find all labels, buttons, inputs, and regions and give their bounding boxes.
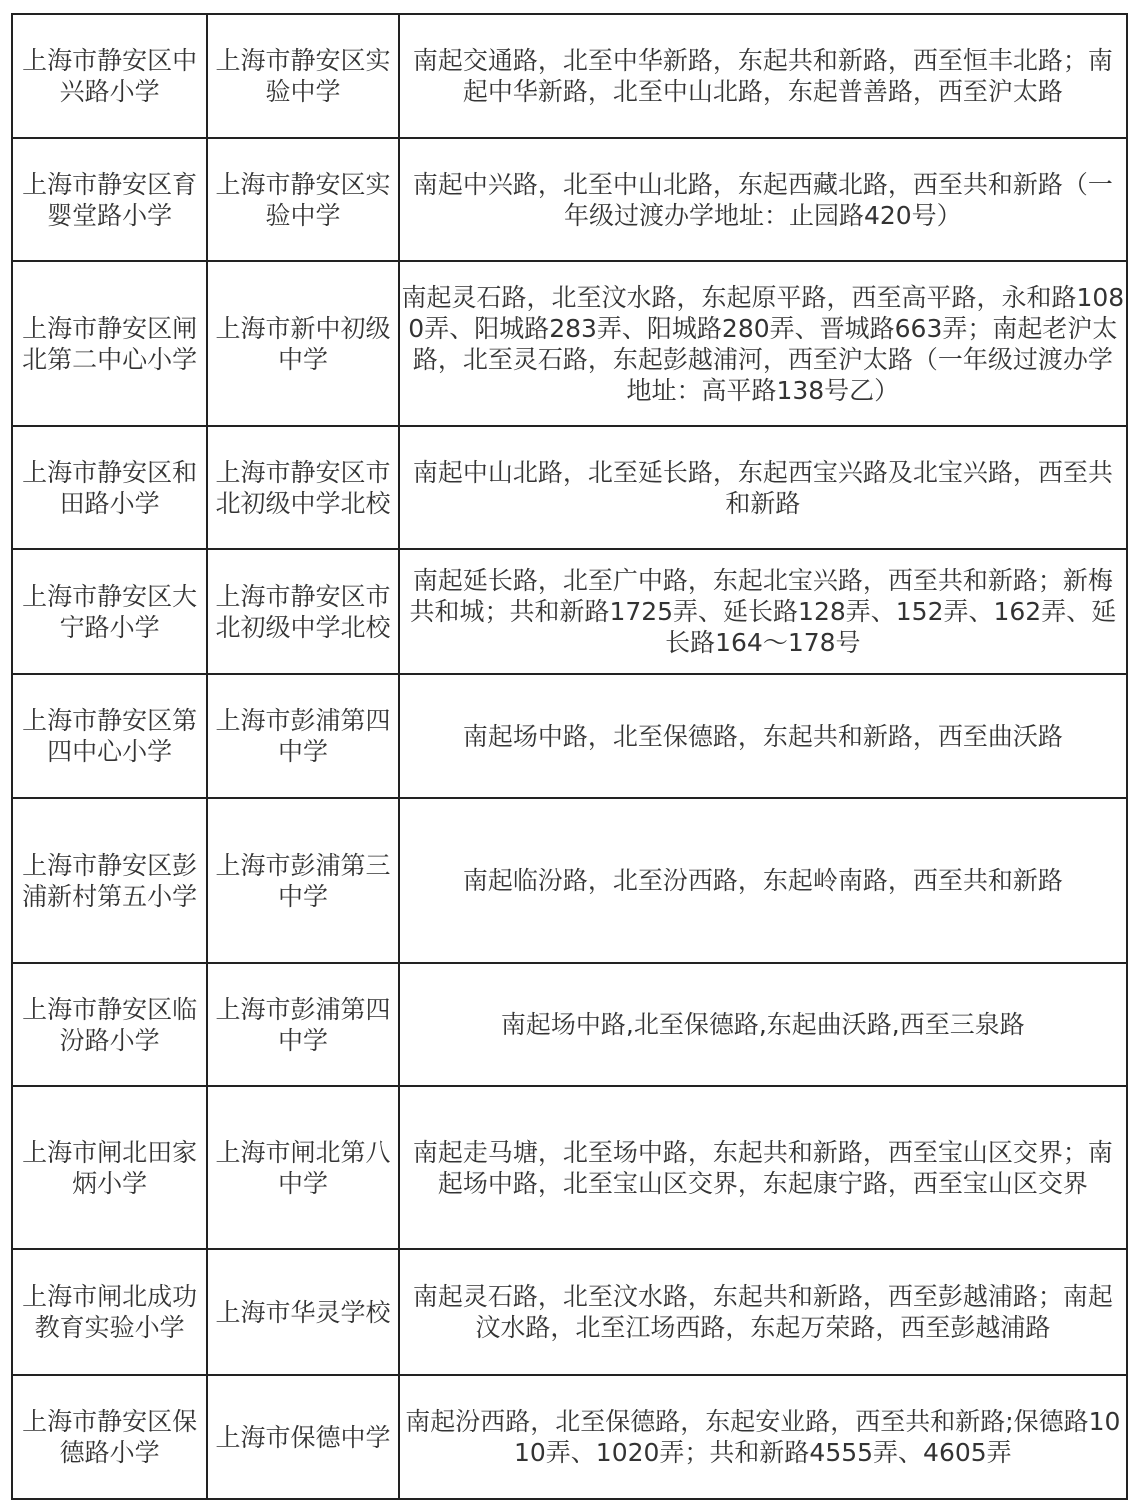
table-row: [12, 1375, 1127, 1499]
middle-school-cell: [207, 1086, 398, 1249]
middle-school-cell: [207, 14, 398, 138]
table-row: [12, 963, 1127, 1086]
middle-school-cell: [207, 963, 398, 1086]
primary-school-name: 上海市静安区保德路小学: [22, 1407, 198, 1467]
enrollment-range-text: 南起场中路,北至保德路,东起曲沃路,西至三泉路: [500, 1010, 1025, 1039]
primary-school-cell: [12, 1249, 207, 1375]
primary-school-name: 上海市闸北成功教育实验小学: [22, 1282, 198, 1342]
enrollment-range-cell: [399, 1375, 1127, 1499]
enrollment-range-cell: [399, 798, 1127, 963]
primary-school-name: 上海市静安区育婴堂路小学: [22, 169, 198, 230]
middle-school-name: 上海市静安区实验中学: [215, 46, 391, 106]
primary-school-cell: [12, 798, 207, 963]
primary-school-name: 上海市闸北田家炳小学: [22, 1137, 198, 1198]
primary-school-name: 上海市静安区彭浦新村第五小学: [22, 850, 198, 911]
table-row: [12, 798, 1127, 963]
enrollment-range-cell: [399, 261, 1127, 426]
enrollment-range-text: 南起灵石路，北至汶水路，东起原平路，西至高平路，永和路1080弄、阳城路283弄、阳城路280弄、晋城路663弄；南起老沪太路，北至灵石路，东起彭越浦河，西至沪太路（一年级过渡办学地址：高平路138号乙）: [401, 282, 1125, 405]
enrollment-range-text: 南起场中路，北至保德路，东起共和新路，西至曲沃路: [462, 721, 1063, 751]
enrollment-range-text: 南起交通路，北至中华新路，东起共和新路，西至恒丰北路；南起中华新路，北至中山北路，东起普善路，西至沪太路: [412, 46, 1113, 106]
middle-school-name: 上海市闸北第八中学: [215, 1137, 391, 1198]
enrollment-range-cell: [399, 1249, 1127, 1375]
middle-school-name: 上海市静安区市北初级中学北校: [215, 581, 391, 642]
table-row: [12, 1249, 1127, 1375]
table-row: [12, 261, 1127, 426]
table-row: [12, 674, 1127, 798]
middle-school-cell: [207, 798, 398, 963]
table-row: [12, 138, 1127, 261]
table-row: [12, 426, 1127, 549]
primary-school-name: 上海市静安区和田路小学: [22, 457, 198, 518]
middle-school-name: 上海市彭浦第四中学: [215, 706, 391, 766]
primary-school-cell: [12, 549, 207, 674]
enrollment-range-text: 南起延长路，北至广中路，东起北宝兴路，西至共和新路；新梅共和城；共和新路1725弄、延长路128弄、152弄、162弄、延长路164～178号: [409, 566, 1117, 657]
table-row: [12, 1086, 1127, 1249]
primary-school-cell: [12, 138, 207, 261]
middle-school-name: 上海市保德中学: [215, 1422, 391, 1452]
middle-school-name: 上海市彭浦第四中学: [215, 994, 391, 1055]
middle-school-cell: [207, 674, 398, 798]
middle-school-name: 上海市彭浦第三中学: [215, 850, 391, 911]
middle-school-cell: [207, 261, 398, 426]
primary-school-cell: [12, 1375, 207, 1499]
primary-school-cell: [12, 963, 207, 1086]
primary-school-name: 上海市静安区闸北第二中心小学: [22, 313, 198, 374]
enrollment-range-cell: [399, 1086, 1127, 1249]
middle-school-cell: [207, 138, 398, 261]
primary-school-name: 上海市静安区临汾路小学: [22, 994, 198, 1055]
enrollment-range-cell: [399, 138, 1127, 261]
enrollment-range-cell: [399, 426, 1127, 549]
primary-school-cell: [12, 674, 207, 798]
middle-school-cell: [207, 549, 398, 674]
primary-school-cell: [12, 426, 207, 549]
enrollment-range-text: 南起灵石路，北至汶水路，东起共和新路，西至彭越浦路；南起汶水路，北至江场西路，东起万荣路，西至彭越浦路: [412, 1282, 1113, 1342]
middle-school-name: 上海市静安区实验中学: [215, 169, 391, 230]
enrollment-range-text: 南起中山北路，北至延长路，东起西宝兴路及北宝兴路，西至共和新路: [412, 457, 1113, 518]
enrollment-range-cell: [399, 963, 1127, 1086]
primary-school-cell: [12, 1086, 207, 1249]
school-district-table: [11, 13, 1128, 1500]
table-row: [12, 549, 1127, 674]
middle-school-name: 上海市华灵学校: [215, 1297, 391, 1327]
enrollment-range-text: 南起汾西路，北至保德路，东起安业路，西至共和新路;保德路1010弄、1020弄；共和新路4555弄、4605弄: [405, 1407, 1121, 1467]
enrollment-range-cell: [399, 549, 1127, 674]
middle-school-cell: [207, 1375, 398, 1499]
middle-school-name: 上海市静安区市北初级中学北校: [215, 457, 391, 518]
enrollment-range-text: 南起临汾路，北至汾西路，东起岭南路，西至共和新路: [462, 866, 1063, 895]
primary-school-name: 上海市静安区大宁路小学: [22, 581, 198, 642]
middle-school-cell: [207, 426, 398, 549]
enrollment-range-text: 南起中兴路，北至中山北路，东起西藏北路，西至共和新路（一年级过渡办学地址：止园路420号）: [412, 169, 1113, 230]
enrollment-range-cell: [399, 14, 1127, 138]
primary-school-cell: [12, 14, 207, 138]
primary-school-cell: [12, 261, 207, 426]
primary-school-name: 上海市静安区中兴路小学: [22, 46, 198, 106]
primary-school-name: 上海市静安区第四中心小学: [22, 706, 198, 766]
enrollment-range-cell: [399, 674, 1127, 798]
table-body: [12, 14, 1127, 1499]
enrollment-range-text: 南起走马塘，北至场中路，东起共和新路，西至宝山区交界；南起场中路，北至宝山区交界，东起康宁路，西至宝山区交界: [412, 1137, 1113, 1198]
table-row: [12, 14, 1127, 138]
middle-school-name: 上海市新中初级中学: [215, 313, 391, 374]
middle-school-cell: [207, 1249, 398, 1375]
